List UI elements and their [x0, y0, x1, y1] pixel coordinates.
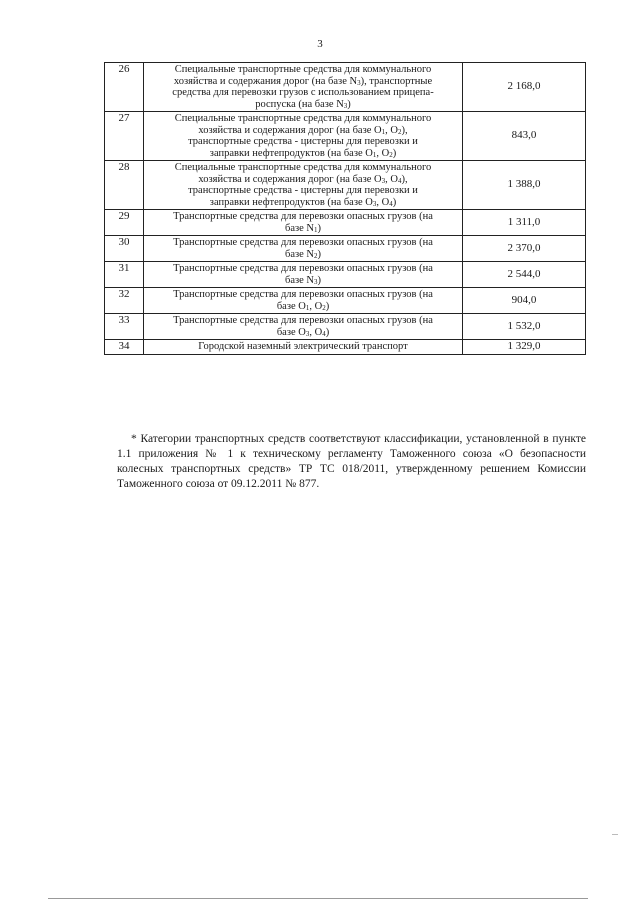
- row-description: [144, 262, 463, 288]
- bottom-rule: [48, 898, 588, 899]
- description-line: [147, 289, 459, 301]
- subscript-index: 4: [322, 329, 326, 338]
- row-description: [144, 161, 463, 210]
- description-line: [147, 174, 459, 186]
- subscript-index: 2: [389, 150, 393, 159]
- description-text: ): [325, 300, 330, 312]
- margin-mark: [612, 834, 618, 835]
- description-text: базе N: [284, 274, 315, 286]
- description-text: Специальные транспортные средства для коммунального: [174, 113, 432, 124]
- table-row: [105, 288, 586, 314]
- description-line: [147, 301, 459, 313]
- description-line: [147, 136, 459, 148]
- subscript-index: 4: [389, 199, 393, 208]
- row-number: 32: [105, 288, 144, 314]
- description-line: [147, 148, 459, 160]
- description-text: Специальные транспортные средства для коммунального: [174, 162, 432, 173]
- row-number: 34: [105, 340, 144, 355]
- subscript-index: 3: [305, 329, 310, 338]
- description-text: базе O: [276, 300, 306, 312]
- row-description: [144, 288, 463, 314]
- description-text: Транспортные средства для перевозки опасных грузов (на: [173, 237, 433, 248]
- row-value: 2 168,0: [463, 63, 586, 112]
- description-text: транспортные средства - цистерны для перевозки и: [188, 136, 418, 147]
- row-value: 2 544,0: [463, 262, 586, 288]
- description-text: ),: [401, 173, 408, 185]
- subscript-index: 3: [372, 199, 377, 208]
- subscript-index: 2: [322, 303, 326, 312]
- description-text: Транспортные средства для перевозки опасных грузов (на: [173, 211, 433, 222]
- description-text: Транспортные средства для перевозки опасных грузов (на: [173, 289, 433, 300]
- row-value: 1 311,0: [463, 210, 586, 236]
- row-description: [144, 340, 463, 355]
- description-text: заправки нефтепродуктов (на базе O: [209, 196, 373, 208]
- table-row: [105, 236, 586, 262]
- description-text: , O: [385, 124, 398, 136]
- description-text: хозяйства и содержания дорог (на базе O: [198, 124, 382, 136]
- description-line: [147, 263, 459, 275]
- row-description: [144, 210, 463, 236]
- description-line: [147, 341, 459, 353]
- description-text: ): [317, 248, 322, 260]
- table-body: [105, 63, 586, 355]
- row-value: 904,0: [463, 288, 586, 314]
- subscript-index: 1: [305, 303, 310, 312]
- description-text: Транспортные средства для перевозки опасных грузов (на: [173, 315, 433, 326]
- description-text: базе O: [276, 326, 306, 338]
- row-number: 28: [105, 161, 144, 210]
- description-line: [147, 315, 459, 327]
- description-text: , O: [309, 300, 323, 312]
- row-description: [144, 63, 463, 112]
- description-text: заправки нефтепродуктов (на базе O: [209, 147, 373, 159]
- description-text: средства для перевозки грузов с использованием прицепа-: [172, 87, 434, 98]
- description-text: ),: [401, 124, 408, 136]
- description-text: роспуска (на базе N: [255, 98, 344, 110]
- subscript-index: 2: [314, 251, 318, 260]
- page-number: 3: [317, 38, 323, 50]
- description-text: ), транспортные: [360, 75, 433, 87]
- table-row: [105, 63, 586, 112]
- description-text: ): [347, 98, 351, 110]
- description-line: [147, 64, 459, 76]
- subscript-index: 3: [314, 277, 318, 286]
- row-number: 26: [105, 63, 144, 112]
- table-row: [105, 314, 586, 340]
- description-line: [147, 237, 459, 249]
- description-text: Транспортные средства для перевозки опасных грузов (на: [173, 263, 433, 274]
- footnote: * Категории транспортных средств соответствуют классификации, установленной в пункте 1.1 приложения № 1 к техническому регламенту Таможенного союза «О безопасности колесных транспортных средств» ТР ТС 018/2011, утвержденному решением Комиссии Таможенного союза от 09.12.2011 № 877.: [117, 432, 586, 490]
- description-text: базе N: [284, 248, 315, 260]
- description-text: ): [392, 147, 397, 159]
- description-text: Городской наземный электрический транспорт: [198, 341, 408, 352]
- table-row: [105, 210, 586, 236]
- description-line: [147, 162, 459, 174]
- row-description: [144, 112, 463, 161]
- description-text: транспортные средства - цистерны для перевозки и: [188, 185, 418, 196]
- row-description: [144, 236, 463, 262]
- table-row: [105, 340, 586, 355]
- description-text: ): [392, 196, 397, 208]
- row-value: 2 370,0: [463, 236, 586, 262]
- description-line: [147, 185, 459, 197]
- subscript-index: 2: [397, 127, 402, 136]
- table-row: [105, 161, 586, 210]
- subscript-index: 1: [381, 127, 386, 136]
- row-value: 843,0: [463, 112, 586, 161]
- subscript-index: 3: [381, 176, 386, 185]
- description-text: хозяйства и содержания дорог (на базе O: [198, 173, 382, 185]
- description-line: [147, 275, 459, 287]
- subscript-index: 1: [314, 225, 318, 234]
- description-line: [147, 99, 459, 111]
- description-line: [147, 113, 459, 125]
- table-row: [105, 262, 586, 288]
- row-number: 33: [105, 314, 144, 340]
- row-number: 27: [105, 112, 144, 161]
- description-line: [147, 197, 459, 209]
- description-text: базе N: [284, 222, 315, 234]
- subscript-index: 3: [343, 101, 348, 110]
- description-text: ): [317, 274, 322, 286]
- row-number: 29: [105, 210, 144, 236]
- description-line: [147, 211, 459, 223]
- subscript-index: 4: [397, 176, 402, 185]
- description-line: [147, 249, 459, 261]
- description-text: , O: [376, 196, 390, 208]
- subscript-index: 3: [357, 78, 361, 87]
- description-text: , O: [385, 173, 398, 185]
- vehicle-category-table: [104, 62, 586, 355]
- description-text: Специальные транспортные средства для коммунального: [174, 64, 432, 75]
- description-line: [147, 125, 459, 137]
- row-number: 30: [105, 236, 144, 262]
- subscript-index: 1: [372, 150, 377, 159]
- row-value: 1 329,0: [463, 340, 586, 355]
- row-value: 1 388,0: [463, 161, 586, 210]
- description-line: [147, 87, 459, 99]
- row-description: [144, 314, 463, 340]
- description-text: хозяйства и содержания дорог (на базе N: [173, 75, 358, 87]
- description-text: , O: [376, 147, 390, 159]
- description-text: , O: [309, 326, 323, 338]
- description-line: [147, 223, 459, 235]
- description-text: ): [317, 222, 322, 234]
- description-line: [147, 327, 459, 339]
- row-number: 31: [105, 262, 144, 288]
- description-text: ): [325, 326, 330, 338]
- description-line: [147, 76, 459, 88]
- table-row: [105, 112, 586, 161]
- row-value: 1 532,0: [463, 314, 586, 340]
